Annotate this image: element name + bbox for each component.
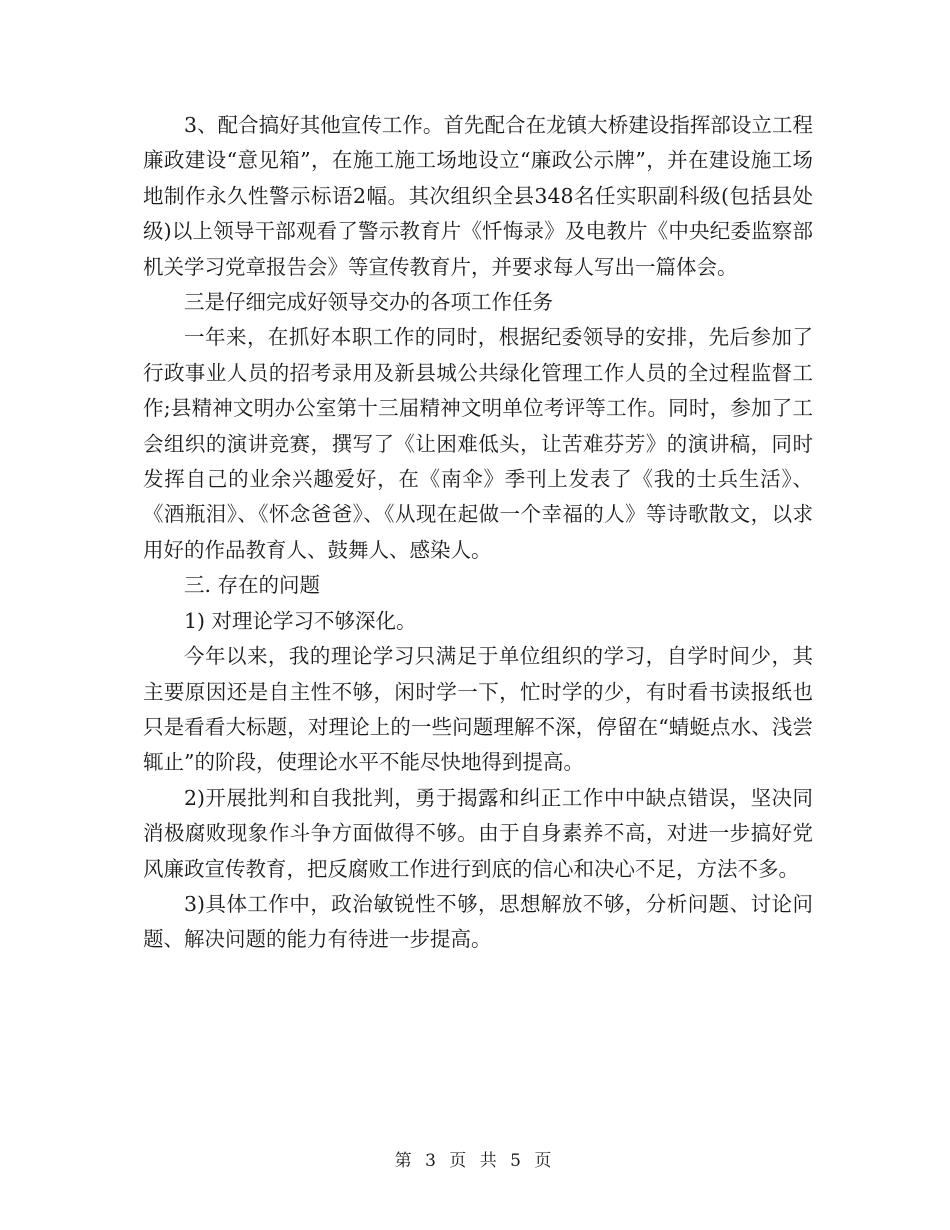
- page-number-footer: 第 3 页 共 5 页: [394, 1151, 556, 1171]
- section-heading-problems: 三. 存在的问题: [184, 573, 321, 598]
- subheading-theory-study: 1) 对理论学习不够深化。: [184, 608, 417, 633]
- paragraph-theory-study: 今年以来，我的理论学习只满足于单位组织的学习，自学时间少，其主要原因还是自主性不够，闲时学一下，忙时学的少，有时看书读报纸也只是看看大标题，对理论上的一些问题理解不深，停留在“蜻蜓点水、浅尝辄止”的阶段，使理论水平不能尽快地得到提高。: [143, 644, 813, 775]
- document-body: [143, 108, 813, 958]
- paragraph-criticism: 2)开展批判和自我批判，勇于揭露和纠正工作中中缺点错误，坚决同消极腐败现象作斗争方面做得不够。由于自身素养不高，对进一步搞好党风廉政宣传教育，把反腐败工作进行到底的信心和决心不足，方法不多。: [143, 785, 813, 881]
- paragraph-political-sensitivity: 3)具体工作中，政治敏锐性不够，思想解放不够，分析问题、讨论问题、解决问题的能力有待进一步提高。: [143, 891, 813, 952]
- paragraph-publicity-work: 3、配合搞好其他宣传工作。首先配合在龙镇大桥建设指挥部设立工程廉政建设“意见箱”，在施工施工场地设立“廉政公示牌”，并在建设施工场地制作永久性警示标语2幅。其次组织全县348名任实职副科级(包括县处级)以上领导干部观看了警示教育片《忏悔录》及电教片《中央纪委监察部机关学习党章报告会》等宣传教育片，并要求每人写出一篇体会。: [143, 113, 813, 279]
- paragraph-section-heading-tasks: 三是仔细完成好领导交办的各项工作任务: [184, 290, 553, 315]
- paragraph-year-summary: 一年来，在抓好本职工作的同时，根据纪委领导的安排，先后参加了行政事业人员的招考录用及新县城公共绿化管理工作人员的全过程监督工作;县精神文明办公室第十三届精神文明单位考评等工作。同时，参加了工会组织的演讲竞赛，撰写了《让困难低头，让苦难芬芳》的演讲稿，同时发挥自己的业余兴趣爱好，在《南伞》季刊上发表了《我的士兵生活》、《酒瓶泪》、《怀念爸爸》、《从现在起做一个幸福的人》等诗歌散文，以求用好的作品教育人、鼓舞人、感染人。: [143, 325, 813, 562]
